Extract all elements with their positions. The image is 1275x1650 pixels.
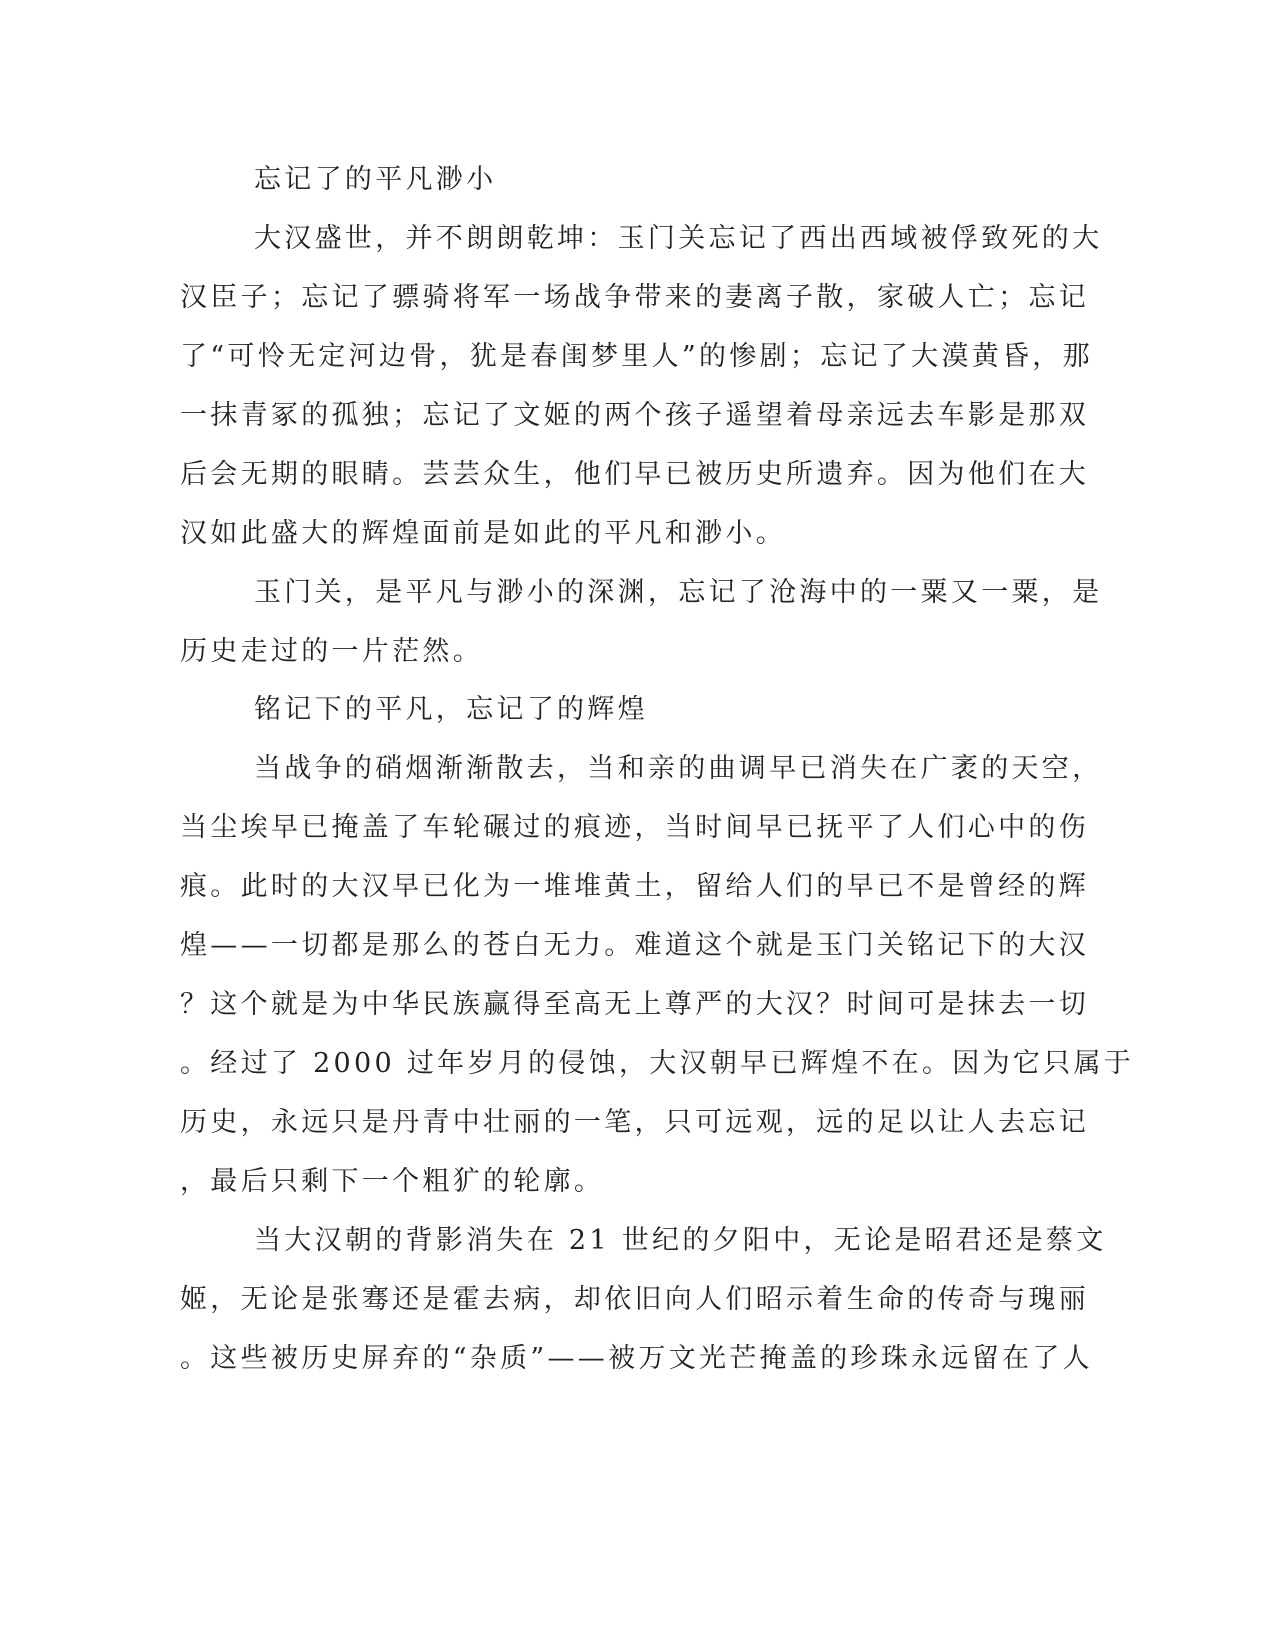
paragraph-line: 大汉盛世，并不朗朗乾坤：玉门关忘记了西出西域被俘致死的大 [254, 223, 1103, 254]
paragraph-line: 汉臣子；忘记了骠骑将军一场战争带来的妻离子散，家破人亡；忘记 [180, 282, 1089, 313]
paragraph-line: 当战争的硝烟渐渐散去，当和亲的曲调早已消失在广袤的天空， [254, 753, 1103, 784]
paragraph-line: 后会无期的眼睛。芸芸众生，他们早已被历史所遗弃。因为他们在大 [180, 459, 1089, 490]
paragraph-line: 汉如此盛大的辉煌面前是如此的平凡和渺小。 [180, 518, 786, 549]
paragraph-line: 一抹青冢的孤独；忘记了文姬的两个孩子遥望着母亲远去车影是那双 [180, 400, 1089, 431]
paragraph-line: 。经过了 2000 过年岁月的侵蚀，大汉朝早已辉煌不在。因为它只属于 [180, 1048, 1135, 1079]
paragraph-line: 玉门关，是平凡与渺小的深渊，忘记了沧海中的一粟又一粟，是 [254, 577, 1103, 608]
paragraph-line: 姬，无论是张骞还是霍去病，却依旧向人们昭示着生命的传奇与瑰丽 [180, 1284, 1089, 1315]
section-heading: 铭记下的平凡，忘记了的辉煌 [254, 694, 648, 725]
section-heading: 忘记了的平凡渺小 [254, 164, 497, 195]
paragraph-line: 历史，永远只是丹青中壮丽的一笔，只可远观，远的足以让人去忘记 [180, 1107, 1089, 1138]
paragraph-line: 历史走过的一片茫然。 [180, 636, 483, 667]
paragraph-line: 。这些被历史屏弃的“杂质”——被万文光芒掩盖的珍珠永远留在了人 [180, 1343, 1093, 1374]
paragraph-line: 煌——一切都是那么的苍白无力。难道这个就是玉门关铭记下的大汉 [180, 930, 1089, 961]
paragraph-line: 当大汉朝的背影消失在 21 世纪的夕阳中，无论是昭君还是蔡文 [254, 1225, 1107, 1256]
paragraph-line: 当尘埃早已掩盖了车轮碾过的痕迹，当时间早已抚平了人们心中的伤 [180, 812, 1089, 843]
paragraph-line: ？这个就是为中华民族赢得至高无上尊严的大汉？时间可是抹去一切 [180, 989, 1089, 1020]
paragraph-line: 痕。此时的大汉早已化为一堆堆黄土，留给人们的早已不是曾经的辉 [180, 871, 1089, 902]
paragraph-line: ，最后只剩下一个粗犷的轮廓。 [180, 1166, 605, 1197]
paragraph-line: 了“可怜无定河边骨，犹是春闺梦里人”的惨剧；忘记了大漠黄昏，那 [180, 341, 1093, 372]
